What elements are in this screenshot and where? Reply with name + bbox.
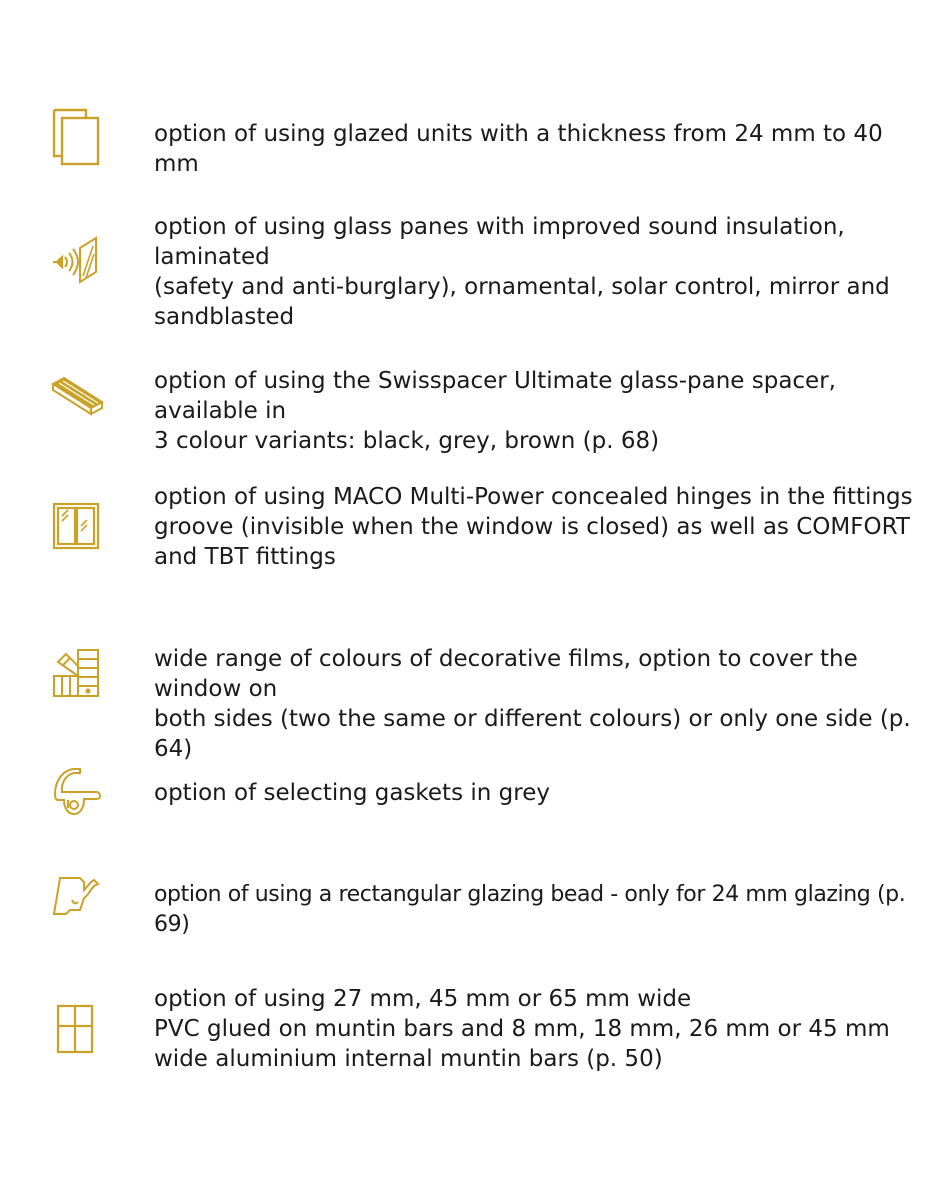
glazing-bead-icon <box>50 868 104 928</box>
feature-text: wide range of colours of decorative films, option to cover the window on both sides (two the same or different colours) or only one side (p. 64) <box>154 646 911 762</box>
feature-text: option of using glazed units with a thickness from 24 mm to 40 mm <box>154 121 883 177</box>
spacer-icon <box>50 370 104 430</box>
glazed-units-icon <box>50 106 104 166</box>
feature-text: option of using MACO Multi-Power concealed hinges in the fittings groove (invisible when the window is closed) as well as COMFORT and TBT fittings <box>154 484 913 570</box>
feature-text: option of selecting gaskets in grey <box>154 780 550 806</box>
sound-insulation-glass-icon <box>50 232 104 292</box>
gasket-icon <box>50 764 104 824</box>
feature-text: option of using the Swisspacer Ultimate glass-pane spacer, available in 3 colour variants: black, grey, brown (p. 68) <box>154 368 836 454</box>
feature-text: option of using glass panes with improved sound insulation, laminated (safety and anti-burglary), ornamental, solar control, mirror and sandblasted <box>154 214 890 330</box>
feature-text: option of using 27 mm, 45 mm or 65 mm wide PVC glued on muntin bars and 8 mm, 18 mm, 26 mm or 45 mm wide aluminium internal muntin bars (p. 50) <box>154 986 890 1072</box>
muntin-bars-icon <box>50 1002 104 1062</box>
feature-text: option of using a rectangular glazing bead - only for 24 mm glazing (p. 69) <box>154 882 906 937</box>
colour-swatches-icon <box>50 646 104 706</box>
concealed-hinges-window-icon <box>50 500 104 560</box>
